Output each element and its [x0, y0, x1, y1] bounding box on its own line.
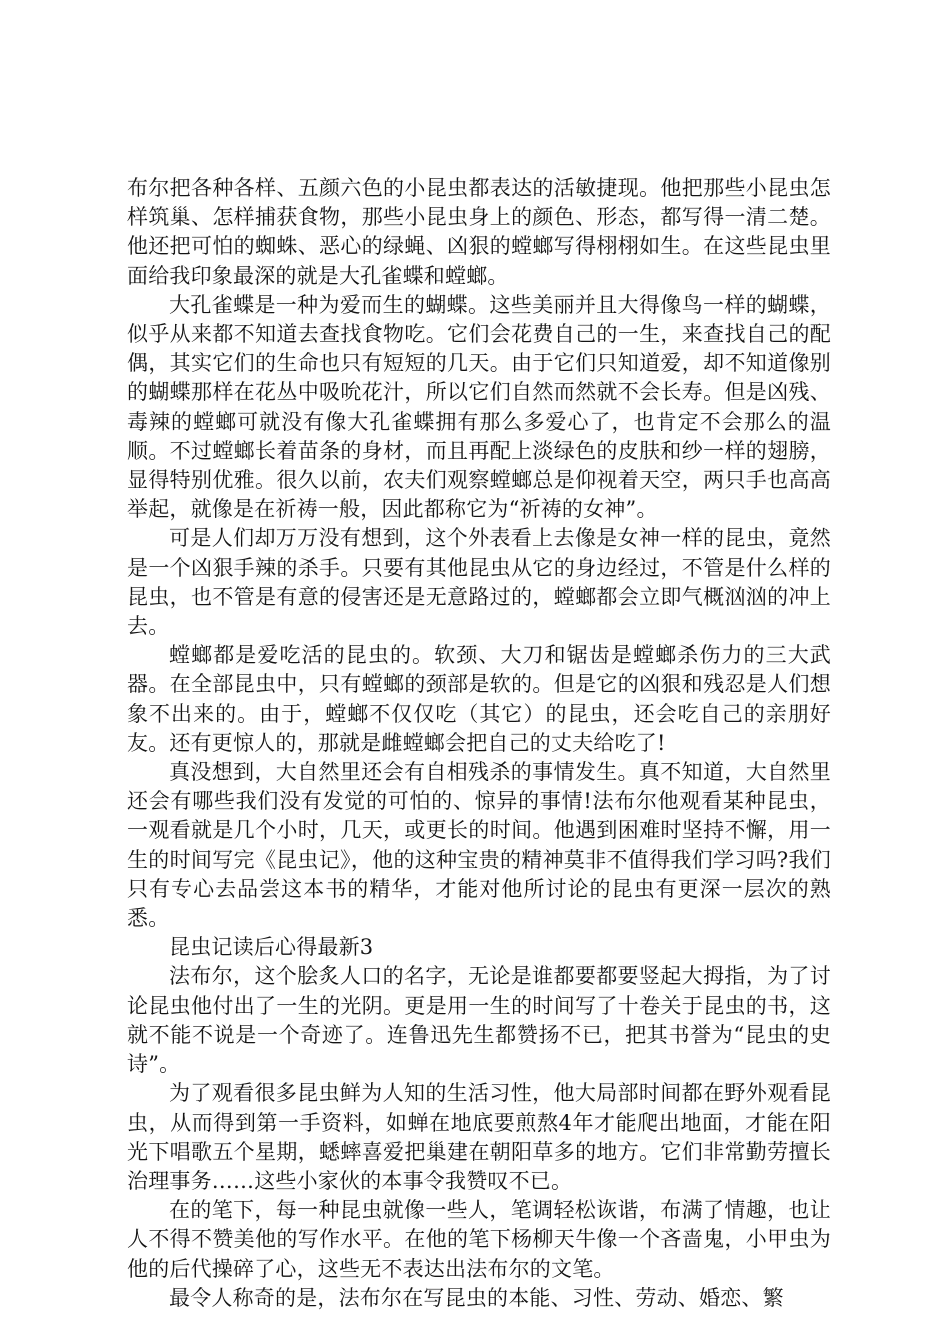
paragraph-5: 真没想到，大自然里还会有自相残杀的事情发生。真不知道，大自然里还会有哪些我们没有发觉的可怕的、惊异的事情!法布尔他观看某种昆虫，一观看就是几个小时，几天，或更长的时间。他遇到困难时坚持不懈，用一生的时间写完《昆虫记》，他的这种宝贵的精神莫非不值得我们学习吗?我们只有专心去品尝这本书的精华，才能对他所讨论的昆虫有更深一层次的熟悉。	[127, 760, 831, 931]
paragraph-8: 在的笔下，每一种昆虫就像一些人，笔调轻松诙谐，布满了情趣，也让人不得不赞美他的写作水平。在他的笔下杨柳天牛像一个吝啬鬼，小甲虫为他的后代操碎了心，这些无不表达出法布尔的文笔。	[127, 1198, 831, 1281]
section-heading: 昆虫记读后心得最新3	[169, 935, 374, 960]
paragraph-7: 为了观看很多昆虫鲜为人知的生活习性，他大局部时间都在野外观看昆虫，从而得到第一手资料，如蝉在地底要煎熬4年才能爬出地面，才能在阳光下唱歌五个星期，蟋蟀喜爱把巢建在朝阳草多的地方。它们非常勤劳擅长治理事务……这些小家伙的本事令我赞叹不已。	[127, 1081, 831, 1193]
paragraph-2: 大孔雀蝶是一种为爱而生的蝴蝶。这些美丽并且大得像鸟一样的蝴蝶，似乎从来都不知道去查找食物吃。它们会花费自己的一生，来查找自己的配偶，其实它们的生命也只有短短的几天。由于它们只知道爱，却不知道像别的蝴蝶那样在花丛中吸吮花汁，所以它们自然而然就不会长寿。但是凶残、毒辣的螳螂可就没有像大孔雀蝶拥有那么多爱心了，也肯定不会那么的温顺。不过螳螂长着苗条的身材，而且再配上淡绿色的皮肤和纱一样的翅膀，显得特别优雅。很久以前，农夫们观察螳螂总是仰视着天空，两只手也高高举起，就像是在祈祷一般，因此都称它为“祈祷的女神”。	[127, 292, 831, 522]
paragraph-6: 法布尔，这个脍炙人口的名字，无论是谁都要都要竖起大拇指，为了讨论昆虫他付出了一生的光阴。更是用一生的时间写了十卷关于昆虫的书，这就不能不说是一个奇迹了。连鲁迅先生都赞扬不已，把其书誉为“昆虫的史诗”。	[127, 964, 831, 1077]
paragraph-9: 最令人称奇的是，法布尔在写昆虫的本能、习性、劳动、婚恋、繁	[169, 1285, 784, 1310]
paragraph-3: 可是人们却万万没有想到，这个外表看上去像是女神一样的昆虫，竟然是一个凶狠手辣的杀手。只要有其他昆虫从它的身边经过，不管是什么样的昆虫，也不管是有意的侵害还是无意路过的，螳螂都会立即气概汹汹的冲上去。	[127, 526, 831, 639]
paragraph-4: 螳螂都是爱吃活的昆虫的。软颈、大刀和锯齿是螳螂杀伤力的三大武器。在全部昆虫中，只有螳螂的颈部是软的。但是它的凶狠和残忍是人们想象不出来的。由于，螳螂不仅仅吃（其它）的昆虫，还会吃自己的亲朋好友。还有更惊人的，那就是雌螳螂会把自己的丈夫给吃了!	[127, 643, 831, 755]
paragraph-1: 布尔把各种各样、五颜六色的小昆虫都表达的活敏捷现。他把那些小昆虫怎样筑巢、怎样捕获食物，那些小昆虫身上的颜色、形态，都写得一清二楚。他还把可怕的蜘蛛、恶心的绿蝇、凶狠的螳螂写得栩栩如生。在这些昆虫里面给我印象最深的就是大孔雀蝶和螳螂。	[127, 176, 831, 288]
document-body	[127, 174, 831, 1313]
